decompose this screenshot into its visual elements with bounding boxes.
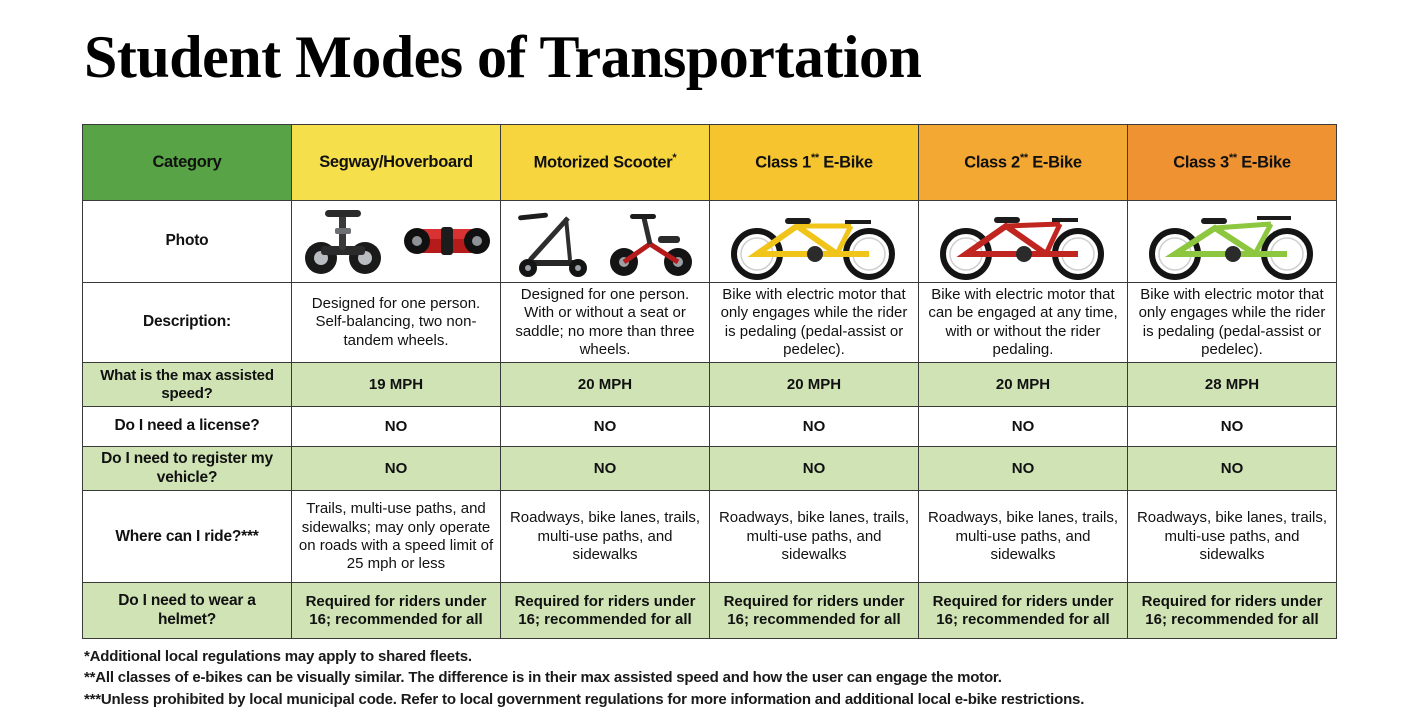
- motorized-scooter-photo: [503, 204, 707, 280]
- cell-register-segway-hoverboard: NO: [292, 447, 501, 491]
- column-header-class2-ebike: Class 2** E-Bike: [919, 125, 1128, 201]
- cell-helmet-class1-ebike: Required for riders under 16; recommended for all: [710, 583, 919, 639]
- cell-register-motorized-scooter: NO: [501, 447, 710, 491]
- cell-helmet-class2-ebike: Required for riders under 16; recommended for all: [919, 583, 1128, 639]
- footnote-1: *Additional local regulations may apply to shared fleets.: [84, 648, 472, 665]
- cell-ride-motorized-scooter: Roadways, bike lanes, trails, multi-use paths, and sidewalks: [501, 491, 710, 583]
- table-row: [83, 491, 1337, 583]
- row-label-photo: Photo: [83, 201, 292, 283]
- segway-hoverboard-photo: [294, 204, 498, 280]
- footnote-marker-class2: **: [1019, 152, 1028, 165]
- row-label-where-can-i-ride: Where can I ride?***: [83, 491, 292, 583]
- table-row: [83, 201, 1337, 283]
- table-row: [83, 407, 1337, 447]
- page-title: Student Modes of Transportation: [84, 24, 922, 90]
- cell-photo-class3-ebike: [1128, 201, 1337, 283]
- cell-register-class2-ebike: NO: [919, 447, 1128, 491]
- footnote-marker-class3: **: [1228, 152, 1237, 165]
- row-label-max-assisted-speed: What is the max assisted speed?: [83, 363, 292, 407]
- table-row: [83, 363, 1337, 407]
- cell-helmet-motorized-scooter: Required for riders under 16; recommended for all: [501, 583, 710, 639]
- cell-ride-class1-ebike: Roadways, bike lanes, trails, multi-use paths, and sidewalks: [710, 491, 919, 583]
- row-label-license: Do I need a license?: [83, 407, 292, 447]
- row-label-register-vehicle: Do I need to register my vehicle?: [83, 447, 292, 491]
- column-header-segway-hoverboard: Segway/Hoverboard: [292, 125, 501, 201]
- cell-photo-segway-hoverboard: [292, 201, 501, 283]
- class1-ebike-photo: [712, 204, 916, 280]
- cell-license-class2-ebike: NO: [919, 407, 1128, 447]
- column-header-category: Category: [83, 125, 292, 201]
- cell-max-speed-class1-ebike: 20 MPH: [710, 363, 919, 407]
- class3-ebike-photo: [1130, 204, 1334, 280]
- cell-license-class3-ebike: NO: [1128, 407, 1337, 447]
- cell-license-class1-ebike: NO: [710, 407, 919, 447]
- cell-photo-motorized-scooter: [501, 201, 710, 283]
- cell-max-speed-motorized-scooter: 20 MPH: [501, 363, 710, 407]
- table-row: [83, 283, 1337, 363]
- cell-description-segway-hoverboard: Designed for one person. Self-balancing, two non-tandem wheels.: [292, 283, 501, 363]
- cell-max-speed-class3-ebike: 28 MPH: [1128, 363, 1337, 407]
- column-header-class3-ebike: Class 3** E-Bike: [1128, 125, 1337, 201]
- cell-helmet-class3-ebike: Required for riders under 16; recommended for all: [1128, 583, 1337, 639]
- table-header: [83, 125, 1337, 201]
- table-row: [83, 447, 1337, 491]
- column-header-motorized-scooter: Motorized Scooter*: [501, 125, 710, 201]
- cell-helmet-segway-hoverboard: Required for riders under 16; recommended for all: [292, 583, 501, 639]
- class2-ebike-photo: [921, 204, 1125, 280]
- footnote-3: ***Unless prohibited by local municipal code. Refer to local government regulations for more information and additional local e-bike restrictions.: [84, 690, 1085, 708]
- table-row: [83, 583, 1337, 639]
- row-label-description: Description:: [83, 283, 292, 363]
- cell-max-speed-segway-hoverboard: 19 MPH: [292, 363, 501, 407]
- footnote-marker-scooter: *: [672, 152, 677, 165]
- column-header-class1-ebike: Class 1** E-Bike: [710, 125, 919, 201]
- cell-ride-class3-ebike: Roadways, bike lanes, trails, multi-use paths, and sidewalks: [1128, 491, 1337, 583]
- cell-ride-class2-ebike: Roadways, bike lanes, trails, multi-use paths, and sidewalks: [919, 491, 1128, 583]
- cell-license-motorized-scooter: NO: [501, 407, 710, 447]
- row-label-helmet: Do I need to wear a helmet?: [83, 583, 292, 639]
- cell-description-class2-ebike: Bike with electric motor that can be engaged at any time, with or without the rider pedaling.: [919, 283, 1128, 363]
- cell-photo-class1-ebike: [710, 201, 919, 283]
- cell-description-class1-ebike: Bike with electric motor that only engages while the rider is pedaling (pedal-assist or pedelec).: [710, 283, 919, 363]
- transportation-modes-table: [82, 124, 1337, 639]
- cell-register-class3-ebike: NO: [1128, 447, 1337, 491]
- footnotes: [84, 646, 1384, 710]
- table-body: [83, 201, 1337, 639]
- footnote-2: **All classes of e-bikes can be visually similar. The difference is in their max assisted speed and how the user can engage the motor.: [84, 669, 1002, 687]
- footnote-marker-class1: **: [810, 152, 819, 165]
- cell-description-motorized-scooter: Designed for one person. With or without a seat or saddle; no more than three wheels.: [501, 283, 710, 363]
- cell-photo-class2-ebike: [919, 201, 1128, 283]
- cell-description-class3-ebike: Bike with electric motor that only engages while the rider is pedaling (pedal-assist or pedelec).: [1128, 283, 1337, 363]
- cell-license-segway-hoverboard: NO: [292, 407, 501, 447]
- cell-ride-segway-hoverboard: Trails, multi-use paths, and sidewalks; may only operate on roads with a speed limit of 25 mph or less: [292, 491, 501, 583]
- cell-max-speed-class2-ebike: 20 MPH: [919, 363, 1128, 407]
- cell-register-class1-ebike: NO: [710, 447, 919, 491]
- header-row: [83, 125, 1337, 201]
